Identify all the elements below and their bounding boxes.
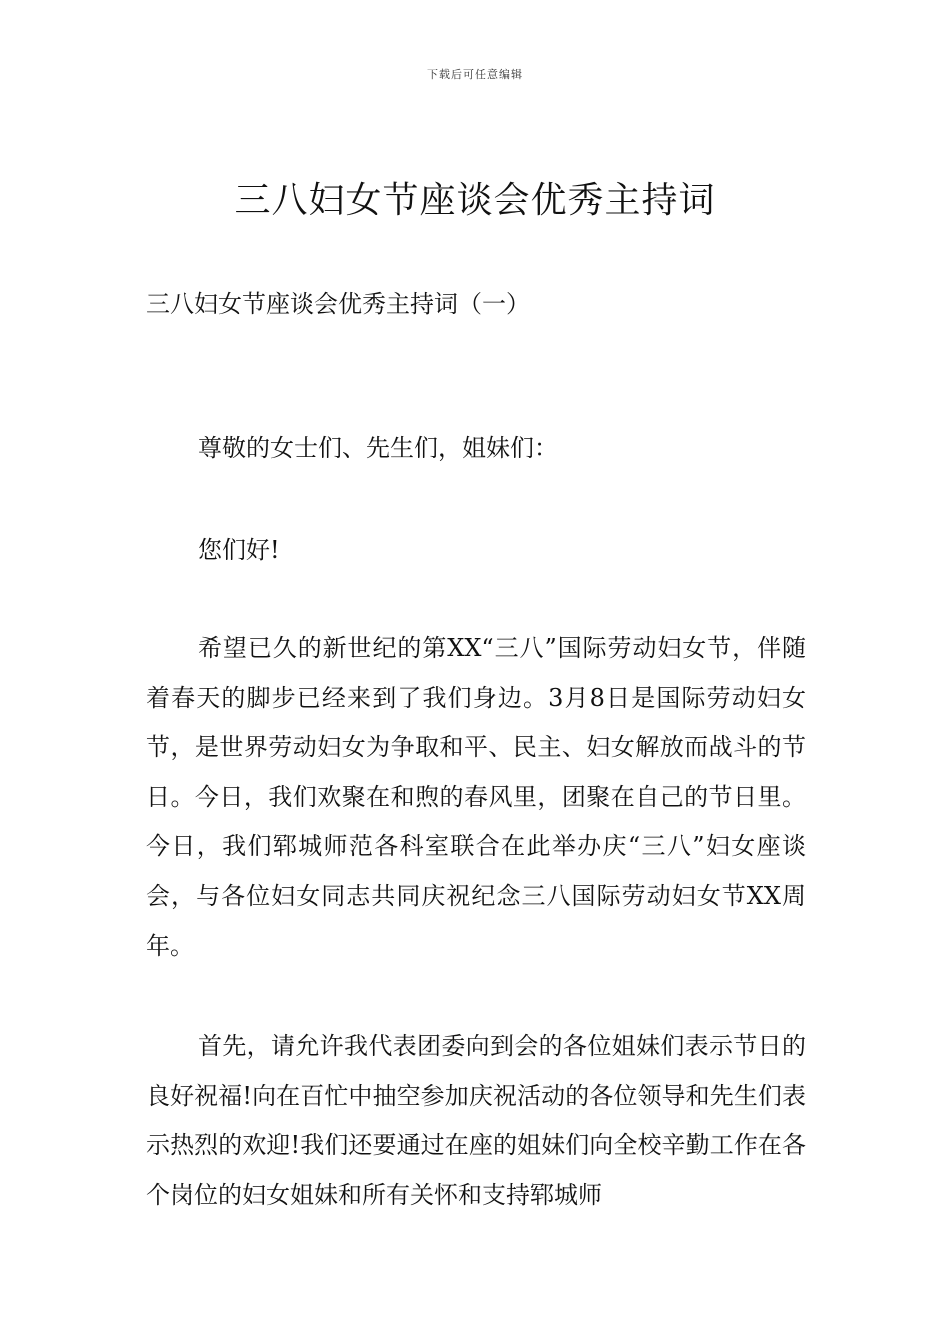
header-note: 下载后可任意编辑 (427, 68, 523, 81)
greeting-paragraph: 尊敬的女士们、先生们，姐妹们： (198, 434, 558, 462)
document-title: 三八妇女节座谈会优秀主持词 (234, 180, 716, 221)
hello-paragraph: 您们好! (198, 536, 280, 564)
body-paragraph-2: 首先，请允许我代表团委向到会的各位姐妹们表示节日的良好祝福!向在百忙中抽空参加庆祝活动的各位领导和先生们表示热烈的欢迎!我们还要通过在座的姐妹们向全校辛勤工作在各个岗位的妇女姐妹和所有关怀和支持郓城师 (146, 1032, 806, 1209)
body-paragraph-1: 希望已久的新世纪的第XX“三八”国际劳动妇女节，伴随着春天的脚步已经来到了我们身边。3月8日是国际劳动妇女节，是世界劳动妇女为争取和平、民主、妇女解放而战斗的节日。今日，我们欢聚在和煦的春风里，团聚在自己的节日里。今日，我们郓城师范各科室联合在此举办庆“三八”妇女座谈会，与各位妇女同志共同庆祝纪念三八国际劳动妇女节XX周年。 (146, 634, 806, 960)
document-subtitle: 三八妇女节座谈会优秀主持词（一） (146, 290, 530, 318)
